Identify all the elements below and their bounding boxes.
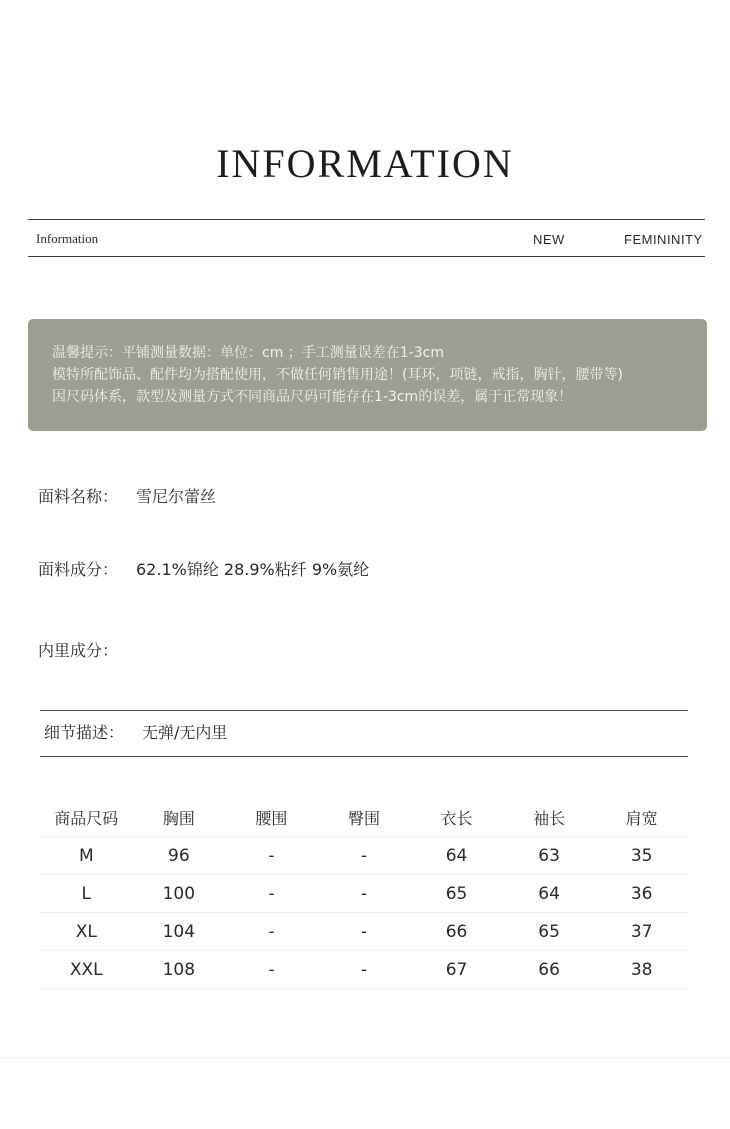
size-cell: M (78, 845, 94, 866)
size-table-header (40, 798, 688, 837)
length-cell: 67 (445, 959, 468, 980)
sleeve-cell: 65 (538, 921, 560, 942)
bust-cell: 100 (162, 883, 196, 904)
waist-cell: - (268, 959, 275, 980)
sleeve-cell: 66 (538, 959, 560, 980)
bust-cell: 108 (162, 959, 196, 980)
header-size: 商品尺码 (54, 808, 119, 828)
bottom-divider (0, 1057, 730, 1058)
sleeve-cell: 64 (538, 883, 560, 904)
header-sleeve: 袖长 (533, 808, 566, 828)
size-cell: XL (75, 921, 97, 942)
notice-line-accessories: 模特所配饰品、配件均为搭配使用，不做任何销售用途！(耳环，项链，戒指，胸针，腰带等) (52, 367, 623, 383)
fabric-name-value: 雪尼尔蕾丝 (136, 487, 217, 506)
header-length: 衣长 (440, 808, 473, 828)
notice-box (28, 319, 707, 431)
detail-top-line (40, 710, 688, 711)
header-waist: 腰围 (255, 808, 288, 828)
fabric-composition-value: 62.1%锦纶 28.9%粘纤 9%氨纶 (136, 560, 370, 579)
size-cell: L (81, 883, 92, 904)
info-band-top-line (28, 219, 705, 220)
length-cell: 66 (445, 921, 468, 942)
hip-cell: - (360, 883, 368, 904)
hip-cell: - (360, 921, 368, 942)
fabric-name-row (38, 486, 216, 508)
fabric-composition-row (38, 559, 369, 581)
shoulder-cell: 38 (630, 959, 653, 980)
info-band-label: Information (36, 231, 99, 246)
size-cell: XXL (69, 959, 103, 980)
header-hip: 臀围 (347, 808, 380, 828)
detail-description-value: 无弹/无内里 (142, 723, 228, 742)
table-row (40, 875, 688, 913)
detail-bottom-line (40, 756, 688, 757)
detail-description-row (44, 722, 227, 744)
waist-cell: - (268, 845, 275, 866)
table-row (40, 951, 688, 989)
waist-cell: - (268, 883, 275, 904)
page-title: INFORMATION (216, 141, 514, 186)
lining-composition-label: 内里成分： (38, 641, 119, 660)
info-band-bottom-line (28, 256, 705, 257)
hip-cell: - (360, 845, 368, 866)
table-row (40, 913, 688, 951)
size-table (40, 798, 688, 989)
bust-cell: 96 (168, 845, 190, 866)
lining-composition-row (38, 640, 136, 662)
waist-cell: - (268, 921, 275, 942)
hip-cell: - (360, 959, 368, 980)
info-band-new: NEW (533, 232, 565, 247)
fabric-name-label: 面料名称： (38, 487, 119, 506)
header-bust: 胸围 (162, 808, 195, 828)
sleeve-cell: 63 (538, 845, 560, 866)
length-cell: 64 (445, 845, 468, 866)
shoulder-cell: 35 (630, 845, 653, 866)
notice-line-measurement: 温馨提示：平铺测量数据：单位：cm ；手工测量误差在1-3cm (52, 345, 444, 361)
notice-line-size-difference: 因尺码体系，款型及测量方式不同商品尺码可能存在1-3cm的误差，属于正常现象！ (52, 389, 573, 405)
shoulder-cell: 36 (630, 883, 653, 904)
header-shoulder: 肩宽 (625, 808, 658, 828)
table-row (40, 837, 688, 875)
length-cell: 65 (445, 883, 468, 904)
shoulder-cell: 37 (630, 921, 653, 942)
fabric-composition-label: 面料成分： (38, 560, 119, 579)
bust-cell: 104 (162, 921, 196, 942)
info-band-femininity: FEMININITY (624, 232, 703, 247)
detail-description-label: 细节描述： (44, 723, 125, 742)
